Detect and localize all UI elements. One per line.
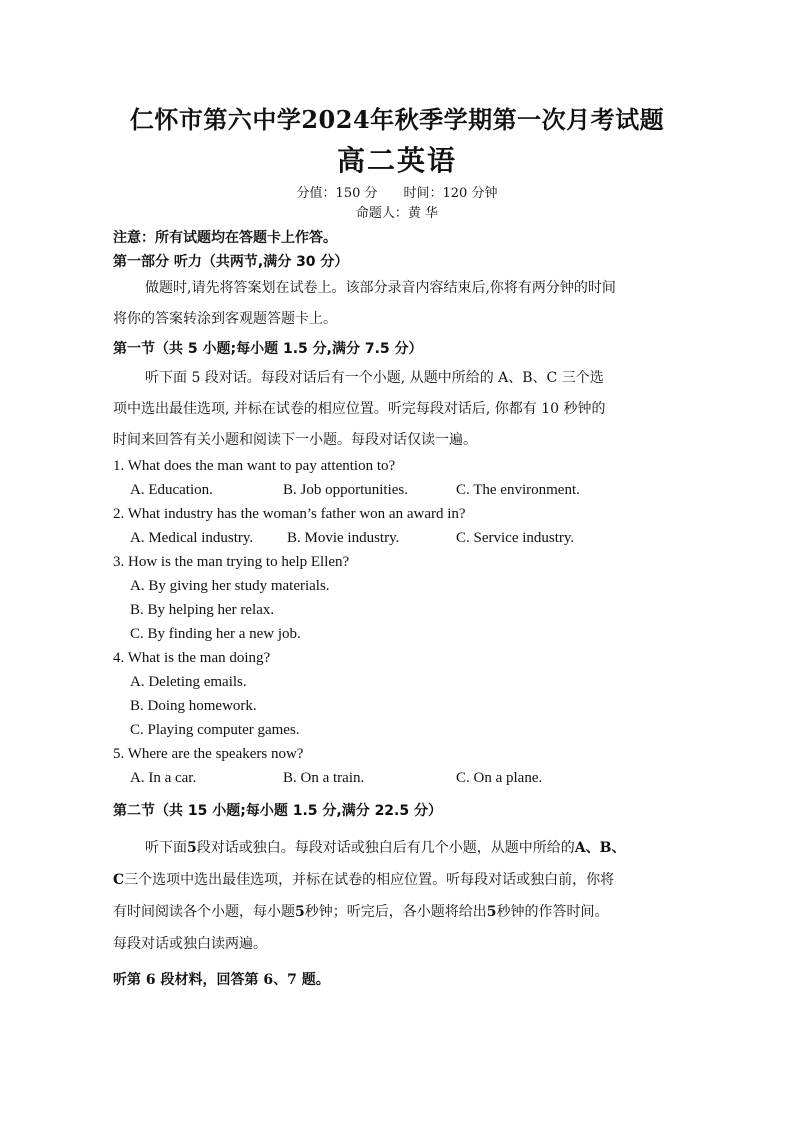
exam-meta [0, 182, 794, 201]
question-3: 3. How is the man trying to help Ellen? [113, 554, 350, 570]
question-5-option-a: A. In a car. [130, 770, 197, 786]
subject-title: 高二英语 [336, 144, 457, 177]
time-label: 时间：120 分钟 [403, 186, 498, 201]
section2-bold-option: C [113, 872, 125, 888]
question-1-option-b: B. Job opportunities. [283, 482, 409, 498]
section2-instructions-line1 [145, 837, 625, 857]
part1-instructions-line2: 将你的答案转涂到客观题答题卡上。 [113, 311, 337, 327]
section1-instructions-line2: 项中选出最佳选项, 并标在试卷的相应位置。听完每段对话后, 你都有 10 秒钟的 [113, 401, 606, 417]
section1-heading: 第一节（共 5 小题;每小题 1.5 分,满分 7.5 分） [113, 341, 423, 357]
section2-bold-number: 5 [187, 840, 197, 856]
section2-text: 听下面 [145, 840, 187, 856]
question-3-option-a: A. By giving her study materials. [130, 578, 330, 594]
section2-text: 段对话或独白。每段对话或独白后有几个小题，从题中所给的 [196, 840, 575, 856]
question-3-option-c: C. By finding her a new job. [130, 626, 301, 642]
question-2: 2. What industry has the woman’s father won an award in? [113, 506, 466, 522]
question-1: 1. What does the man want to pay attention to? [113, 458, 396, 474]
part1-heading: 第一部分 听力（共两节,满分 30 分） [113, 254, 349, 270]
section2-bold-number: 5 [295, 904, 305, 920]
section2-instructions-line4: 每段对话或独白读两遍。 [113, 936, 267, 952]
section1-instructions-line3: 时间来回答有关小题和阅读下一小题。每段对话仅读一遍。 [113, 432, 477, 448]
section1-instructions-line1: 听下面 5 段对话。每段对话后有一个小题, 从题中所给的 A、B、C 三个选 [145, 370, 604, 386]
question-1-option-a: A. Education. [130, 482, 213, 498]
section2-text: 秒钟；听完后，各小题将给出 [304, 904, 487, 920]
section2-instructions-line3 [113, 901, 609, 921]
section2-text: 有时间阅读各个小题，每小题 [113, 904, 295, 920]
notice: 注意：所有试题均在答题卡上作答。 [113, 230, 337, 246]
question-5: 5. Where are the speakers now? [113, 746, 304, 762]
next-material-label: 听第 6 段材料，回答第 6、7 题。 [113, 972, 330, 988]
question-5-option-b: B. On a train. [283, 770, 365, 786]
section2-bold-number: 5 [486, 904, 497, 920]
question-2-option-b: B. Movie industry. [287, 530, 400, 546]
question-1-option-c: C. The environment. [456, 482, 580, 498]
section2-text: 秒钟的作答时间。 [496, 904, 609, 920]
section2-heading: 第二节（共 15 小题;每小题 1.5 分,满分 22.5 分） [113, 803, 442, 819]
section2-text: 三个选项中选出最佳选项，并标在试卷的相应位置。听每段对话或独白前，你将 [124, 872, 615, 888]
question-4: 4. What is the man doing? [113, 650, 271, 666]
author-label: 命题人：黄 华 [355, 206, 439, 221]
question-4-option-b: B. Doing homework. [130, 698, 257, 714]
section2-instructions-line2 [113, 869, 614, 889]
question-4-option-a: A. Deleting emails. [130, 674, 247, 690]
section2-bold-options: A、B、 [574, 840, 626, 856]
score-label: 分值：150 分 [296, 186, 378, 201]
part1-instructions-line1: 做题时,请先将答案划在试卷上。该部分录音内容结束后,你将有两分钟的时间 [145, 280, 616, 296]
question-3-option-b: B. By helping her relax. [130, 602, 275, 618]
question-5-option-c: C. On a plane. [456, 770, 543, 786]
question-4-option-c: C. Playing computer games. [130, 722, 300, 738]
exam-title: 仁怀市第六中学2024年秋季学期第一次月考试题 [129, 105, 665, 134]
question-2-option-a: A. Medical industry. [130, 530, 254, 546]
question-2-option-c: C. Service industry. [456, 530, 575, 546]
